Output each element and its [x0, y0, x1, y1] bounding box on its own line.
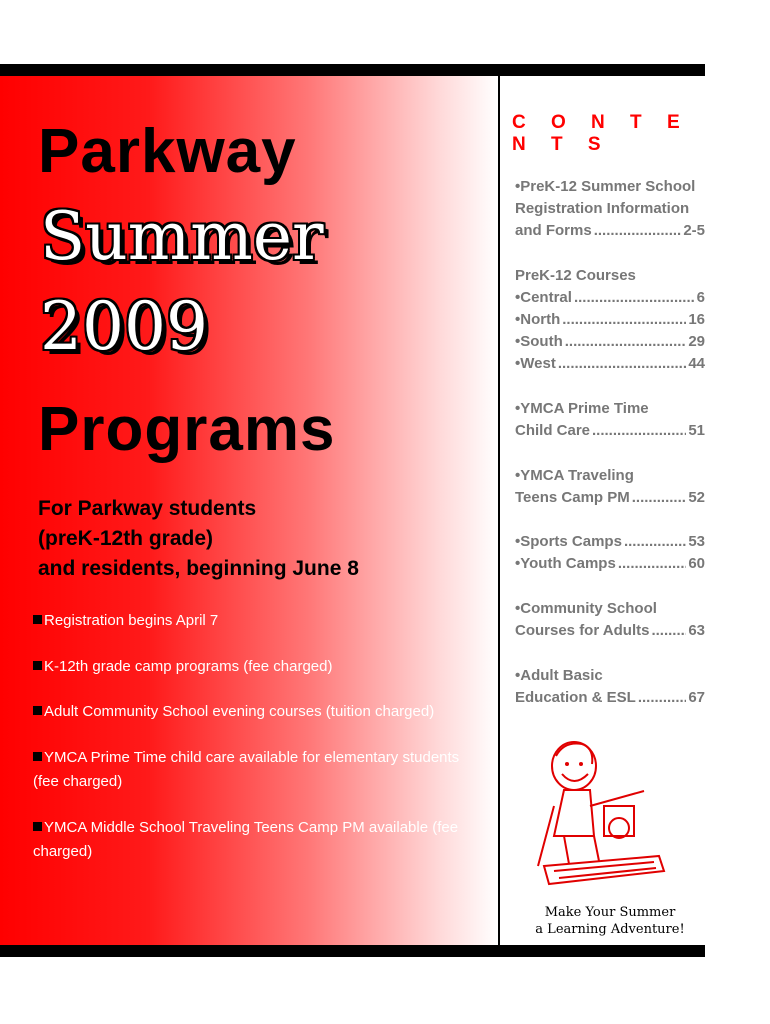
subtitle-line-1: For Parkway students [38, 497, 257, 520]
bullet-item [33, 655, 483, 679]
toc-row: •Central ..... 6 [515, 287, 705, 309]
bullet-text: Adult Community School evening courses (tuition charged) [44, 703, 435, 720]
toc-row: •South ..... 29 [515, 331, 705, 353]
toc-entry-ymca-prime: •YMCA Prime Time Child Care ..... 51 [515, 398, 705, 442]
subtitle-line-2: (preK-12th grade) [38, 527, 214, 550]
square-bullet-icon [33, 822, 42, 831]
bullet-item [33, 700, 483, 724]
subtitle-block [38, 494, 359, 584]
bullet-item [33, 746, 483, 794]
bullet-text: Registration begins April 7 [44, 612, 219, 629]
contents-panel [500, 76, 705, 945]
toc-entry-ymca-teens: •YMCA Traveling Teens Camp PM ..... 52 [515, 465, 705, 509]
square-bullet-icon [33, 706, 42, 715]
toc-row: •Youth Camps ..... 60 [515, 553, 705, 575]
toc-courses [515, 265, 705, 375]
title-summer: Summer [40, 198, 324, 275]
toc-entry-adult: •Adult Basic Education & ESL ..... 67 [515, 665, 705, 709]
bullet-text: YMCA Prime Time child care available for elementary students [44, 749, 460, 766]
title-parkway: Parkway [38, 117, 297, 186]
bullet-text: YMCA Middle School Traveling Teens Camp PM available (fee [44, 819, 459, 836]
bullet-text-continued: charged) [33, 843, 93, 860]
toc-entry-community: •Community School Courses for Adults ..... 63 [515, 598, 705, 642]
tagline: Make Your Summer a Learning Adventure! [535, 905, 685, 937]
bullet-item [33, 816, 483, 864]
toc-row: •Sports Camps ..... 53 [515, 531, 705, 553]
square-bullet-icon [33, 752, 42, 761]
left-red-panel [0, 76, 498, 945]
bullet-text-continued: (fee charged) [33, 773, 123, 790]
rafting-character-icon [534, 736, 674, 891]
cover-page [0, 64, 705, 957]
title-programs: Programs [38, 395, 336, 464]
toc-entry-registration: •PreK-12 Summer School Registration Information and Forms ..... 2-5 [515, 176, 705, 242]
toc-row: •North ..... 16 [515, 309, 705, 331]
bullet-item [33, 609, 483, 633]
toc-courses-heading: PreK-12 Courses [515, 267, 636, 284]
toc-row: •West ..... 44 [515, 353, 705, 375]
contents-heading: C O N T E N T S [512, 112, 690, 155]
toc-entry-camps [515, 531, 705, 575]
square-bullet-icon [33, 615, 42, 624]
bullet-text: K-12th grade camp programs (fee charged) [44, 658, 333, 675]
square-bullet-icon [33, 661, 42, 670]
title-year: 2009 [40, 288, 208, 365]
subtitle-line-3: and residents, beginning June 8 [38, 557, 359, 580]
